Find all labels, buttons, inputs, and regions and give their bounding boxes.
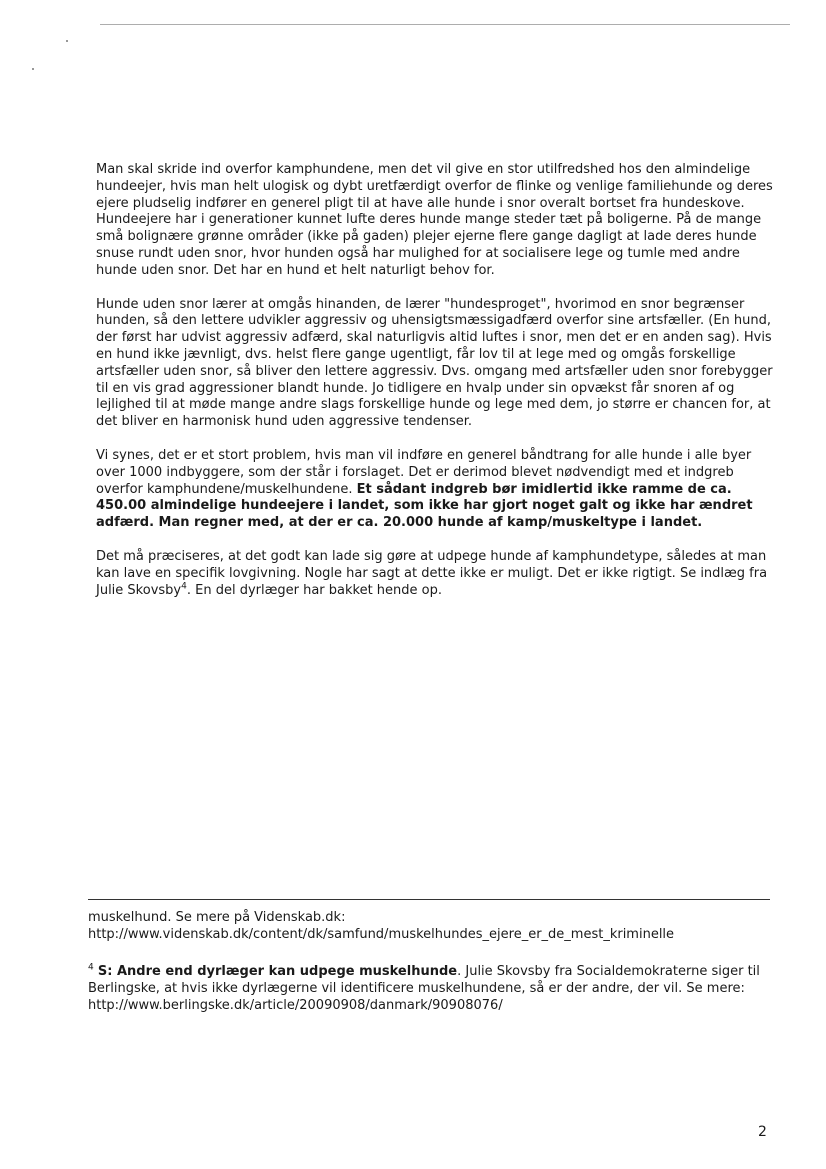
paragraph-4-text-before: Det må præciseres, at det godt kan lade sig gøre at udpege hunde af kamphundetype, således at man kan lave en specifik lovgivning. Nogle har sagt at dette ikke er muligt. Det er ikke rigtigt. Se indlæg fra Julie Skovsby bbox=[96, 548, 768, 598]
footnote-4-mark: 4 bbox=[88, 962, 94, 973]
scan-speck bbox=[32, 68, 34, 70]
main-text bbox=[96, 162, 774, 616]
paragraph-3-bold-text: Et sådant indgreb bør imidlertid ikke ramme de ca. 450.00 almindelige hundeejere i landet, som ikke har gjort noget galt og ikke har ændret adfærd. Man regner med, at der er ca. 20.000 hunde af kamp/muskeltype i landet. bbox=[96, 481, 753, 531]
scan-speck bbox=[66, 40, 68, 42]
page-number: 2 bbox=[758, 1124, 767, 1140]
paragraph-3-text: Vi synes, det er et stort problem, hvis man vil indføre en generel båndtrang for alle hunde i alle byer over 1000 indbyggere, som der står i forslaget. Det er derimod blevet nødvendigt med et indgreb overfor kamphundene/muskelhundene. bbox=[96, 447, 752, 497]
footnote-4-title: S: Andre end dyrlæger kan udpege muskelhunde bbox=[97, 964, 458, 979]
paragraph-3 bbox=[96, 448, 774, 532]
paragraph-1: Man skal skride ind overfor kamphundene, men det vil give en stor utilfredshed hos den almindelige hundeejer, hvis man helt ulogisk og dybt uretfærdigt overfor de flinke og venlige familiehunde og deres ejere pludselig indfører en generel pligt til at have alle hunde i snor overalt bortset fra hundeskove. Hundeejere har i generationer kunnet lufte deres hunde mange steder tæt på boligerne. På de mange små bolignære grønne områder (ikke på gaden) plejer ejerne flere gange dagligt at lade deres hunde snuse rundt uden snor, hvor hunden også har mulighed for at socialisere lege og tumle med andre hunde uden snor. Det har en hund et helt naturligt behov for. bbox=[96, 162, 773, 278]
paragraph-4-text-after: . En del dyrlæger har bakket hende op. bbox=[186, 582, 443, 598]
footnote-4 bbox=[88, 963, 778, 1014]
footnote-separator bbox=[88, 899, 770, 900]
footnote-reference[interactable]: 4 bbox=[181, 581, 187, 592]
footnote-continuation-link[interactable]: http://www.videnskab.dk/content/dk/samfund/muskelhundes_ejere_er_de_mest_kriminelle bbox=[88, 927, 675, 942]
footnotes bbox=[88, 909, 778, 1014]
paragraph-2: Hunde uden snor lærer at omgås hinanden, de lærer "hundesproget", hvorimod en snor begrænser hunden, så den lettere udvikler aggressiv og uhensigtsmæssigadfærd overfor sine artsfæller. (En hund, der først har udvist aggressiv adfærd, skal naturligvis altid luftes i snor, men det er en anden sag). Hvis en hund ikke jævnligt, dvs. helst flere gange ugentligt, får lov til at lege med og omgås forskellige artsfæller uden snor, så bliver den lettere aggressiv. Dvs. omgang med artsfæller uden snor forebygger til en vis grad aggressioner blandt hunde. Jo tidligere en hvalp under sin opvækst får snoren af og lejlighed til at møde mange andre slags forskellige hunde og lege med dem, jo større er chancen for, at det bliver en harmonisk hund uden aggressive tendenser. bbox=[96, 296, 773, 430]
footnote-4-text: . Julie Skovsby fra Socialdemokraterne siger til Berlingske, at hvis ikke dyrlægerne vil identificere muskelhundene, så er der andre, der vil. Se mere: http://www.berlingske.dk/article/20090908/danmark/90908076/ bbox=[88, 964, 760, 1013]
scan-artifact-line bbox=[100, 24, 790, 25]
footnote-continuation: muskelhund. Se mere på Videnskab.dk: bbox=[88, 910, 346, 925]
paragraph-4 bbox=[96, 549, 774, 599]
